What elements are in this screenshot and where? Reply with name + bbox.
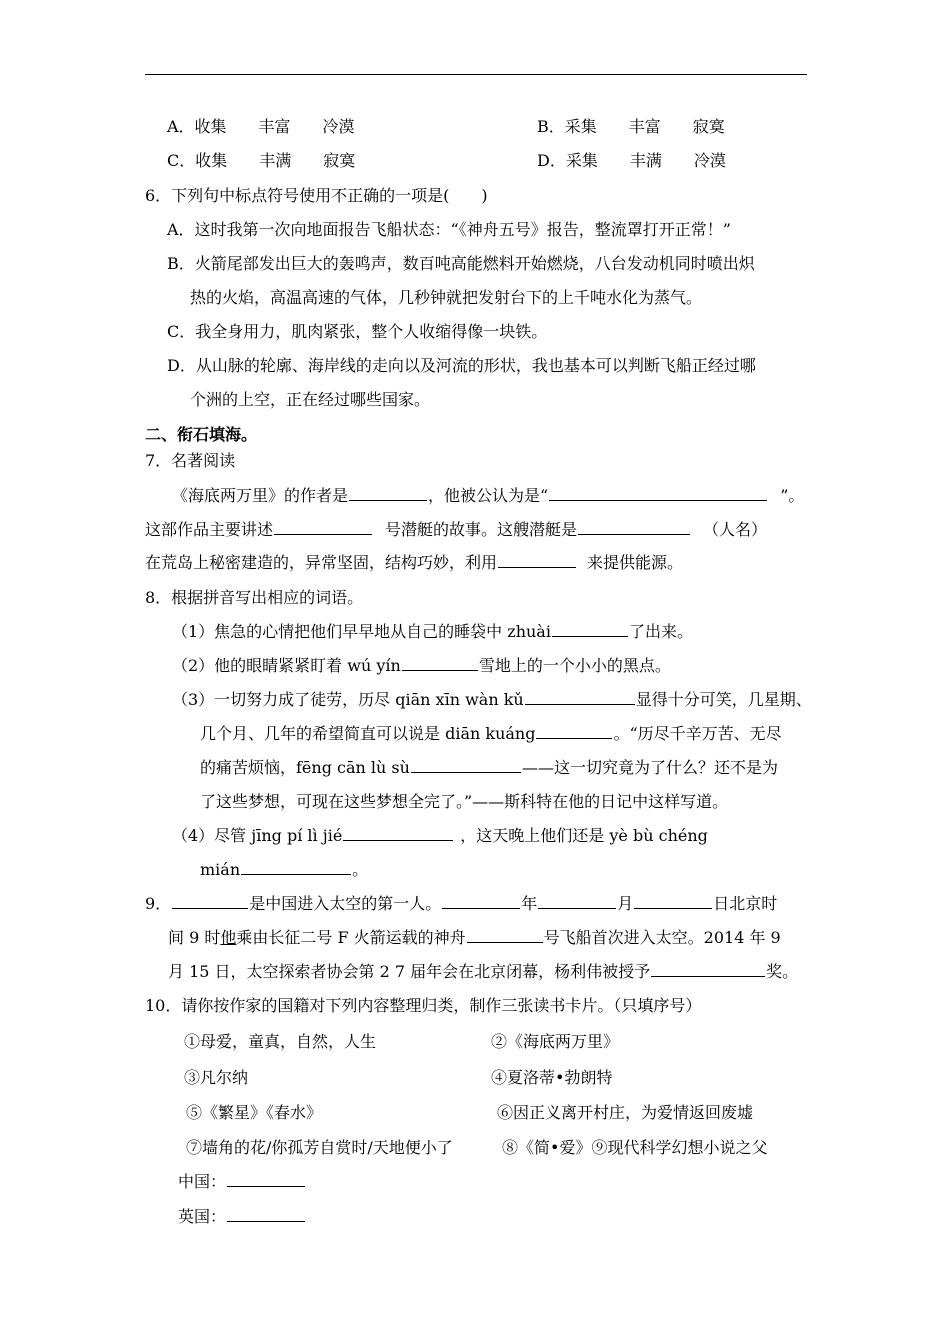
- q6-stem: 6．下列句中标点符号使用不正确的一项是( ): [145, 186, 488, 205]
- answer-blank[interactable]: [241, 860, 351, 875]
- header-rule: [145, 74, 807, 75]
- q10-item-4: ④夏洛蒂•勃朗特: [491, 1068, 613, 1087]
- q8-text: 了出来。: [628, 622, 693, 641]
- q8-text: 。“历尽千辛万苦、无尽: [613, 724, 782, 743]
- q8-item-3-line3: [200, 758, 778, 778]
- q8-text: 雪地上的一个小小的黑点。: [478, 656, 671, 675]
- q8-text: mián: [200, 860, 241, 879]
- q8-item-3-line4: 了这些梦想，可现在这些梦想全完了。”——斯科特在他的日记中这样写道。: [200, 792, 729, 811]
- answer-blank[interactable]: [411, 758, 521, 773]
- q10-label-china: 中国：: [178, 1172, 227, 1191]
- answer-blank[interactable]: [549, 486, 767, 501]
- q9-line3: [168, 962, 798, 982]
- q8-text: 显得十分可笑，几星期、: [635, 690, 812, 709]
- answer-blank[interactable]: [343, 826, 453, 841]
- q6-option-b-line2: 热的火焰，高温高速的气体，几秒钟就把发射台下的上千吨水化为蒸气。: [190, 288, 703, 307]
- q9-text: 年: [521, 894, 538, 913]
- q10-item-5: ⑤《繁星》《春水》: [186, 1103, 323, 1122]
- answer-blank[interactable]: [402, 656, 478, 671]
- answer-blank[interactable]: [651, 962, 765, 977]
- section-title: 二、衔石填海。: [145, 425, 258, 444]
- q9-text-underlined: 他: [220, 928, 237, 947]
- q8-text: ，这天晚上他们还是 yè bù chéng: [460, 826, 708, 845]
- q9-line2: [168, 928, 781, 948]
- answer-blank[interactable]: [525, 690, 635, 705]
- q7-text: ，他被公认为是“: [428, 486, 549, 505]
- q5-option-b: B．采集 丰富 寂寞: [537, 117, 725, 136]
- q7-line3: [145, 553, 683, 573]
- q9-text: 奖。: [766, 962, 799, 981]
- q8-item-4-line1: [172, 826, 708, 846]
- q7-text: 《海底两万里》的作者是: [172, 486, 349, 505]
- answer-blank[interactable]: [349, 486, 427, 501]
- answer-blank[interactable]: [634, 894, 712, 909]
- q8-text: （2）他的眼睛紧紧盯着 wú yín: [172, 656, 401, 675]
- q10-item-6: ⑥因正义离开村庄，为爱情返回废墟: [497, 1103, 754, 1122]
- q7-text: 号潜艇的故事。这艘潜艇是: [385, 520, 578, 539]
- q9-line1: [145, 894, 777, 914]
- answer-blank[interactable]: [172, 894, 248, 909]
- q10-item-2: ②《海底两万里》: [491, 1032, 620, 1051]
- q5-option-c: C．收集 丰满 寂寞: [167, 151, 356, 170]
- answer-blank[interactable]: [538, 894, 616, 909]
- q10-britain-row: [178, 1207, 306, 1227]
- q7-text: （人名）: [703, 520, 768, 539]
- q9-num: 9．: [145, 894, 172, 913]
- q8-text: 几个月、几年的希望简直可以说是 diān kuáng: [200, 724, 536, 743]
- answer-blank[interactable]: [552, 622, 628, 637]
- q7-text: ”。: [780, 486, 805, 505]
- q9-text: 月: [617, 894, 634, 913]
- q6-option-c: C．我全身用力，肌肉紧张，整个人收缩得像一块铁。: [167, 322, 548, 341]
- q6-option-d-line2: 个洲的上空，正在经过哪些国家。: [190, 390, 431, 409]
- q7-stem: 7．名著阅读: [145, 451, 236, 470]
- q6-option-a: A．这时我第一次向地面报告飞船状态：“《神舟五号》报告，整流罩打开正常！”: [167, 220, 731, 239]
- answer-blank[interactable]: [442, 894, 520, 909]
- q7-line2: [145, 520, 767, 540]
- answer-blank[interactable]: [578, 520, 690, 535]
- q8-item-3-line2: [200, 724, 782, 744]
- q7-text: 在荒岛上秘密建造的，异常坚固，结构巧妙，利用: [145, 553, 498, 572]
- q10-item-1: ①母爱，童真，自然，人生: [184, 1032, 377, 1051]
- q10-item-7: ⑦墙角的花/你孤芳自赏时/天地便小了: [186, 1138, 453, 1157]
- q8-text: （4）尽管 jīng pí lì jié: [172, 826, 343, 845]
- q9-text: 月 15 日，太空探索者协会第 2 7 届年会在北京闭幕，杨利伟被授予: [168, 962, 651, 981]
- answer-blank[interactable]: [498, 553, 576, 568]
- q7-text: 这部作品主要讲述: [145, 520, 274, 539]
- q8-text: 的痛苦烦恼，fēng cān lù sù: [200, 758, 410, 777]
- q9-text: 是中国进入太空的第一人。: [249, 894, 442, 913]
- answer-blank[interactable]: [536, 724, 612, 739]
- q8-text: （1）焦急的心情把他们早早地从自己的睡袋中 zhuài: [172, 622, 551, 641]
- q10-item-3: ③凡尔纳: [184, 1068, 249, 1087]
- q9-text: 号飞船首次进入太空。2014 年 9: [543, 928, 781, 947]
- answer-blank[interactable]: [227, 1172, 305, 1187]
- q7-text: 来提供能源。: [587, 553, 684, 572]
- q10-item-8-9: ⑧《简•爱》⑨现代科学幻想小说之父: [502, 1138, 768, 1157]
- q10-china-row: [178, 1172, 306, 1192]
- answer-blank[interactable]: [467, 928, 543, 943]
- q7-line1: [172, 486, 804, 506]
- answer-blank[interactable]: [227, 1207, 305, 1222]
- q9-text: 乘由长征二号 F 火箭运载的神舟: [236, 928, 466, 947]
- q9-text: 间 9 时: [168, 928, 221, 947]
- q6-option-d-line1: D．从山脉的轮廓、海岸线的走向以及河流的形状，我也基本可以判断飞船正经过哪: [167, 356, 756, 375]
- q8-text: ——这一切究竟为了什么？还不是为: [521, 758, 778, 777]
- q5-option-a: A．收集 丰富 冷漠: [167, 117, 355, 136]
- q10-label-britain: 英国：: [178, 1207, 227, 1226]
- answer-blank[interactable]: [274, 520, 372, 535]
- q5-option-d: D．采集 丰满 冷漠: [537, 151, 726, 170]
- q8-item-3-line1: [172, 690, 812, 710]
- q8-stem: 8．根据拼音写出相应的词语。: [145, 588, 364, 607]
- q10-stem: 10．请你按作家的国籍对下列内容整理归类，制作三张读书卡片。（只填序号）: [145, 996, 702, 1015]
- q8-text: 。: [352, 860, 369, 879]
- q8-item-4-line2: [200, 860, 368, 880]
- q8-item-1: [172, 622, 693, 642]
- q6-option-b-line1: B．火箭尾部发出巨大的轰鸣声，数百吨高能燃料开始燃烧，八台发动机同时喷出炽: [167, 254, 755, 273]
- q9-text: 日北京时: [713, 894, 778, 913]
- q8-item-2: [172, 656, 671, 676]
- q8-text: （3）一切努力成了徒劳，历尽 qiān xīn wàn kǔ: [172, 690, 524, 709]
